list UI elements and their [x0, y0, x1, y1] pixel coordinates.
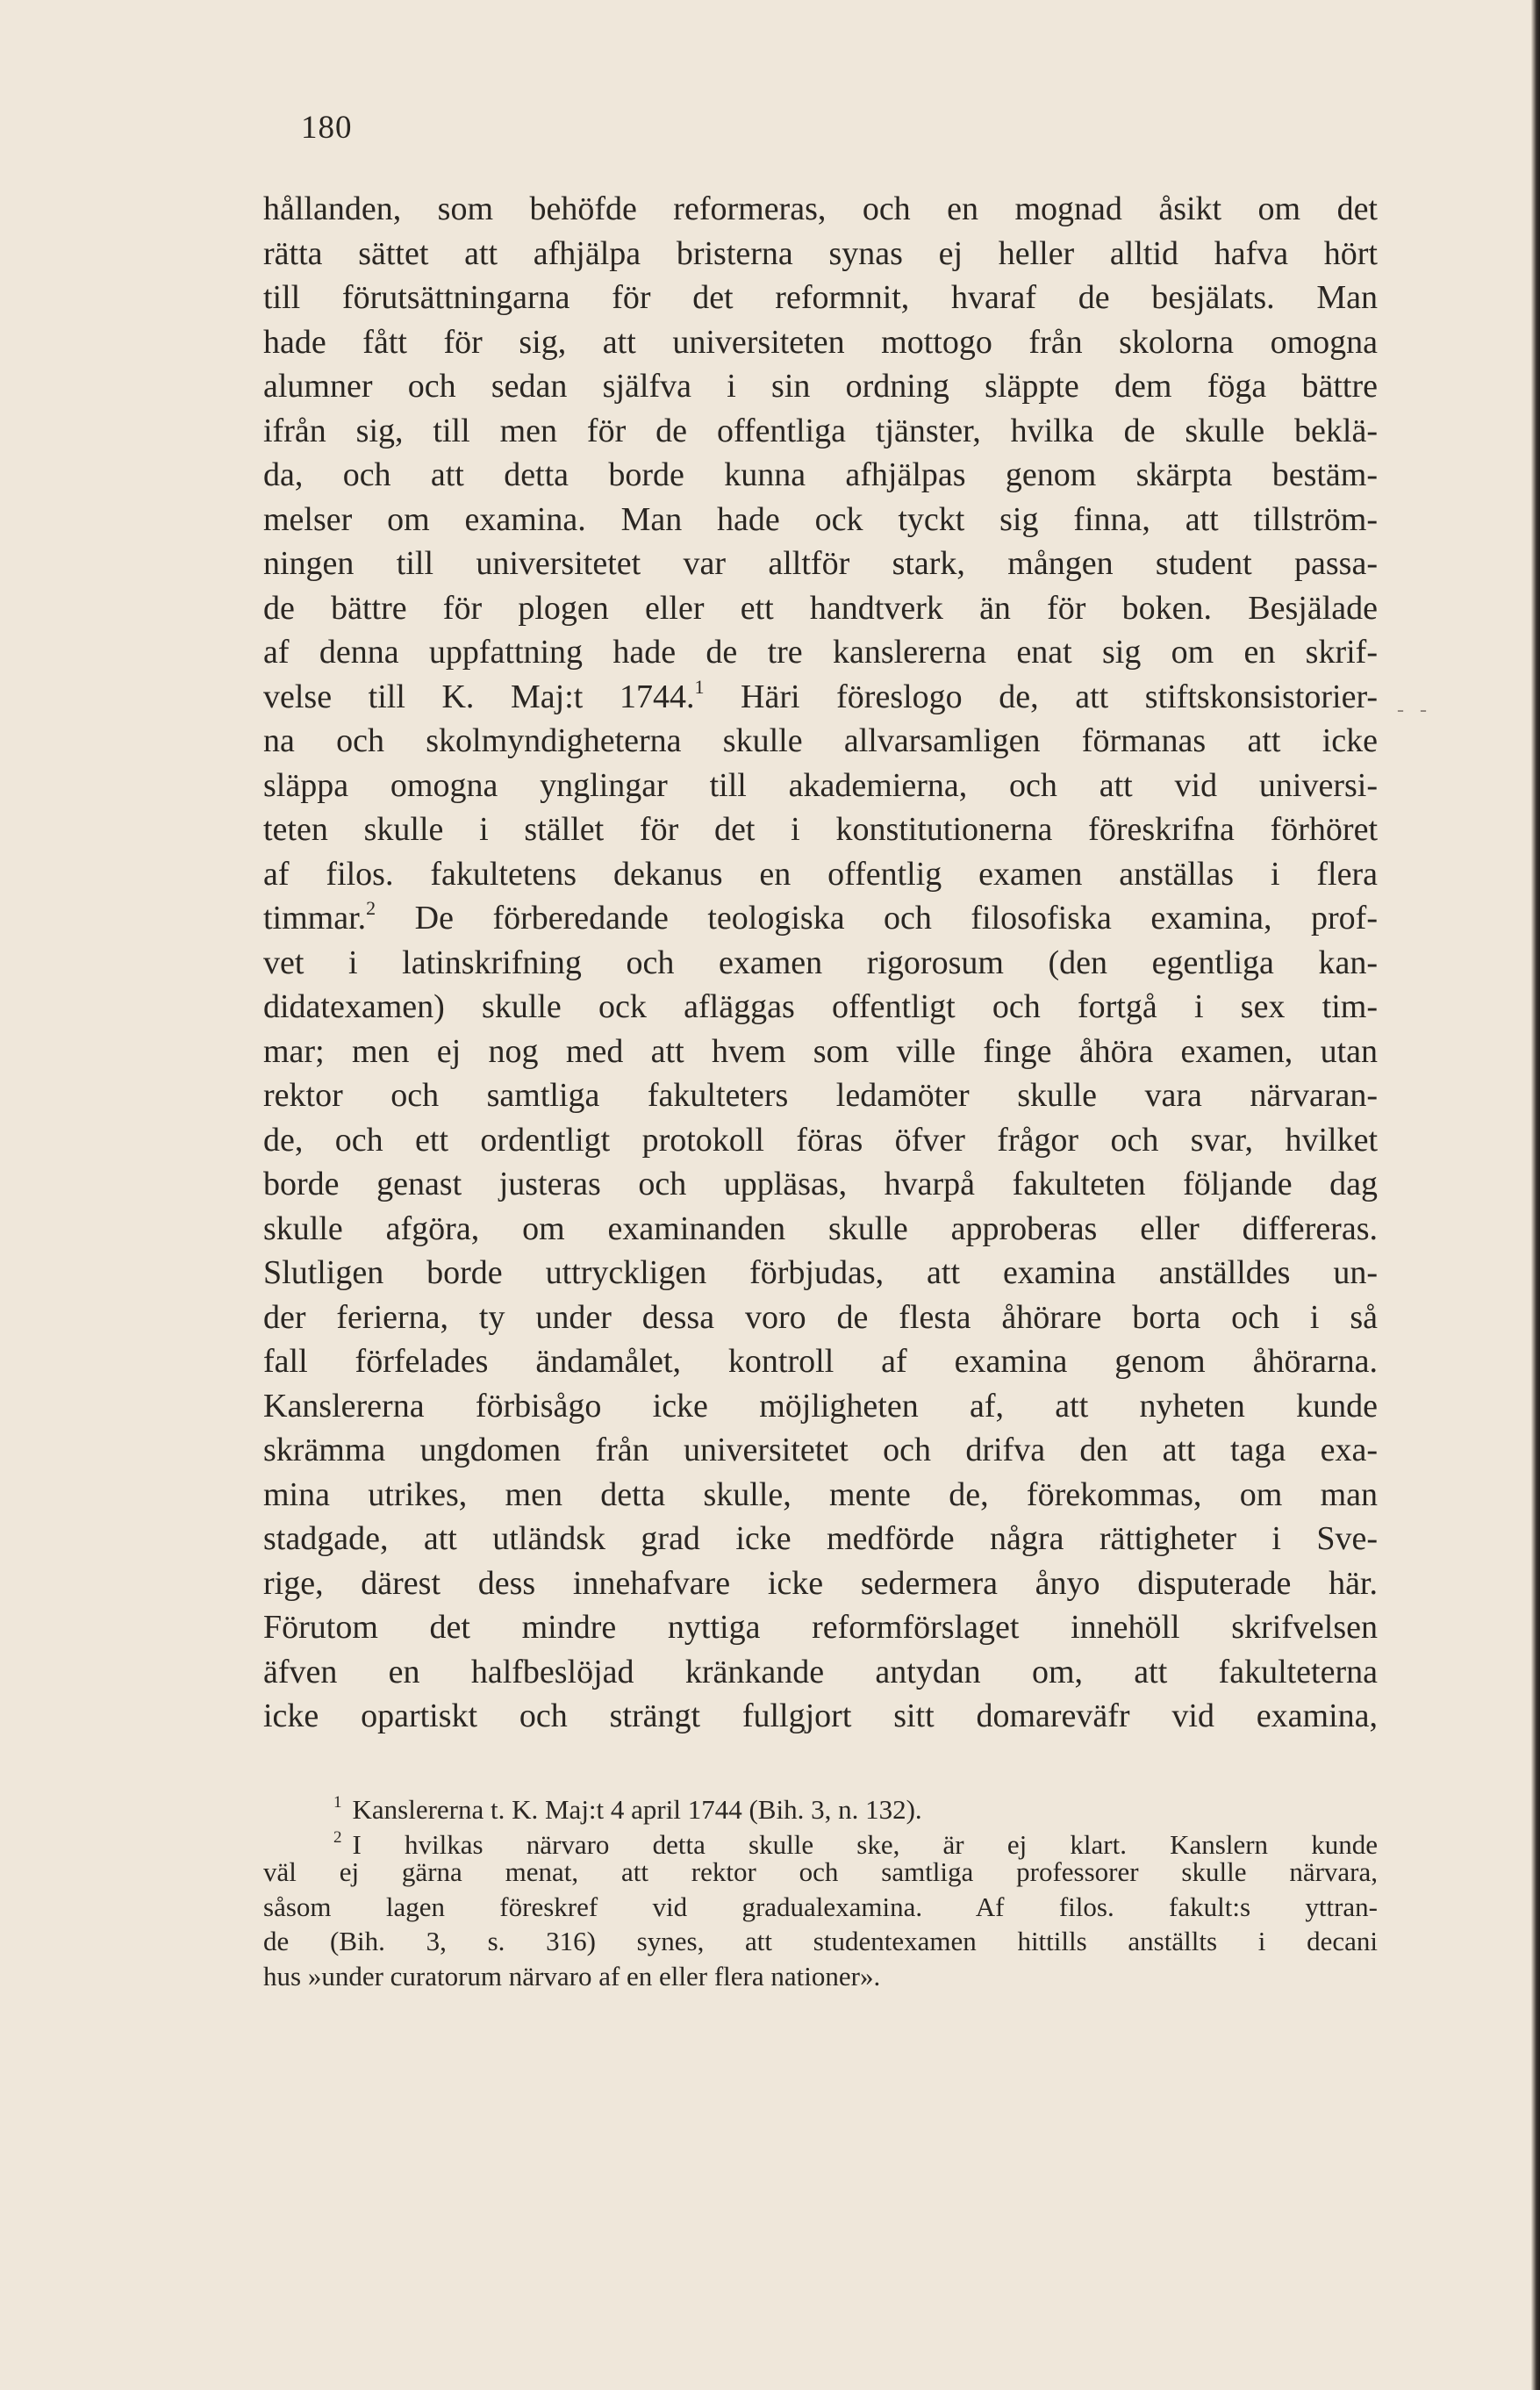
text-line: rektor och samtliga fakulteters ledamöter skulle vara närvaran- — [263, 1077, 1378, 1114]
text-line: skrämma ungdomen från universitetet och drifva den att taga exa- — [263, 1432, 1378, 1468]
text-line: äfven en halfbeslöjad kränkande antydan om, att fakulteterna — [263, 1653, 1378, 1690]
text-segment: De förberedande teologiska och filosofiska examina, prof- — [376, 900, 1378, 937]
footnote-marker: 2 — [333, 1827, 342, 1847]
footnotes — [263, 1785, 1378, 1993]
footnote-line: hus »under curatorum närvaro af en eller flera nationer». — [263, 1960, 881, 1992]
text-line: na och skolmyndigheterna skulle allvarsamligen förmanas att icke — [263, 722, 1378, 759]
footnote-1 — [263, 1785, 1378, 1825]
text-line-with-ref — [263, 675, 1378, 720]
text-line: mina utrikes, men detta skulle, mente de, förekommas, om man — [263, 1475, 1378, 1513]
page-number: 180 — [301, 110, 353, 146]
text-segment: Häri föreslogo de, att stiftskonsistorier- — [704, 678, 1379, 715]
footnote-text: Kanslererna t. K. Maj:t 4 april 1744 (Bih. 3, n. 132). — [352, 1794, 922, 1825]
text-line: Slutligen borde uttryckligen förbjudas, att examina anställdes un- — [263, 1254, 1378, 1291]
text-line: släppa omogna ynglingar till akademierna, och att vid universi- — [263, 766, 1378, 804]
text-line: till förutsättningarna för det reformnit, hvaraf de besjälats. Man — [263, 279, 1378, 316]
text-segment: velse till K. Maj:t 1744. — [263, 678, 695, 715]
text-line: da, och att detta borde kunna afhjälpas genom skärpta bestäm- — [263, 456, 1378, 493]
text-line: mar; men ej nog med att hvem som ville finge åhöra examen, utan — [263, 1032, 1378, 1070]
text-line: rige, därest dess innehafvare icke sedermera ånyo disputerade här. — [263, 1564, 1378, 1602]
footnote-text: I hvilkas närvaro detta skulle ske, är ej klart. Kanslern kunde — [352, 1828, 1378, 1860]
text-line: der ferierna, ty under dessa voro de flesta åhörare borta och i så — [263, 1298, 1378, 1336]
footnote-line: de (Bih. 3, s. 316) synes, att studentexamen hittills anställts i decani — [263, 1926, 1378, 1956]
text-line: melser om examina. Man hade ock tyckt sig finna, att tillström- — [263, 500, 1378, 538]
text-line: rätta sättet att afhjälpa bristerna synas ej heller alltid hafva hört — [263, 234, 1378, 272]
text-line: hållanden, som behöfde reformeras, och en mognad åsikt om det — [263, 190, 1378, 227]
text-line: icke opartiskt och strängt fullgjort sitt domareväfr vid examina, — [263, 1697, 1378, 1734]
text-line: alumner och sedan själfva i sin ordning släppte dem föga bättre — [263, 368, 1378, 405]
footnote-marker: 1 — [333, 1793, 342, 1812]
text-line: stadgade, att utländsk grad icke medförde några rättigheter i Sve- — [263, 1520, 1378, 1557]
text-segment: timmar. — [263, 900, 367, 937]
text-line: teten skulle i stället för det i konstitutionerna föreskrifna förhöret — [263, 811, 1378, 848]
margin-mark: - - — [1397, 699, 1432, 721]
footnote-line: såsom lagen föreskref vid gradualexamina. Af filos. fakult:s yttran- — [263, 1891, 1378, 1922]
text-line: borde genast justeras och uppläsas, hvarpå fakulteten följande dag — [263, 1166, 1378, 1202]
text-line: ifrån sig, till men för de offentliga tjänster, hvilka de skulle beklä- — [263, 412, 1378, 449]
footnote-line: väl ej gärna menat, att rektor och samtliga professorer skulle närvara, — [263, 1856, 1378, 1887]
text-line: ningen till universitetet var alltför stark, mången student passa- — [263, 545, 1378, 582]
text-line: vet i latinskrifning och examen rigorosum (den egentliga kan- — [263, 944, 1378, 981]
text-line-with-ref — [263, 896, 1378, 941]
text-line: skulle afgöra, om examinanden skulle approberas eller differeras. — [263, 1209, 1378, 1247]
footnote-ref-1[interactable]: 1 — [694, 675, 705, 698]
footnote-ref-2[interactable]: 2 — [366, 897, 376, 919]
text-line: af filos. fakultetens dekanus en offentlig examen anställas i flera — [263, 855, 1378, 893]
text-line: fall förfelades ändamålet, kontroll af examina genom åhörarna. — [263, 1343, 1378, 1380]
text-line: Förutom det mindre nyttiga reformförslaget innehöll skrifvelsen — [263, 1609, 1378, 1646]
text-line: de, och ett ordentligt protokoll föras öfver frågor och svar, hvilket — [263, 1121, 1378, 1159]
text-line: af denna uppfattning hade de tre kanslererna enat sig om en skrif- — [263, 634, 1378, 671]
text-line: hade fått för sig, att universiteten mottogo från skolorna omogna — [263, 323, 1378, 361]
text-line: didatexamen) skulle ock afläggas offentligt och fortgå i sex tim- — [263, 988, 1378, 1025]
footnote-2 — [263, 1820, 1378, 1860]
text-line: Kanslererna förbisågo icke möjligheten af, att nyheten kunde — [263, 1387, 1378, 1425]
page-edge-shadow — [1531, 0, 1540, 2390]
text-line: de bättre för plogen eller ett handtverk än för boken. Besjälade — [263, 589, 1378, 627]
body-text — [263, 187, 1378, 1739]
